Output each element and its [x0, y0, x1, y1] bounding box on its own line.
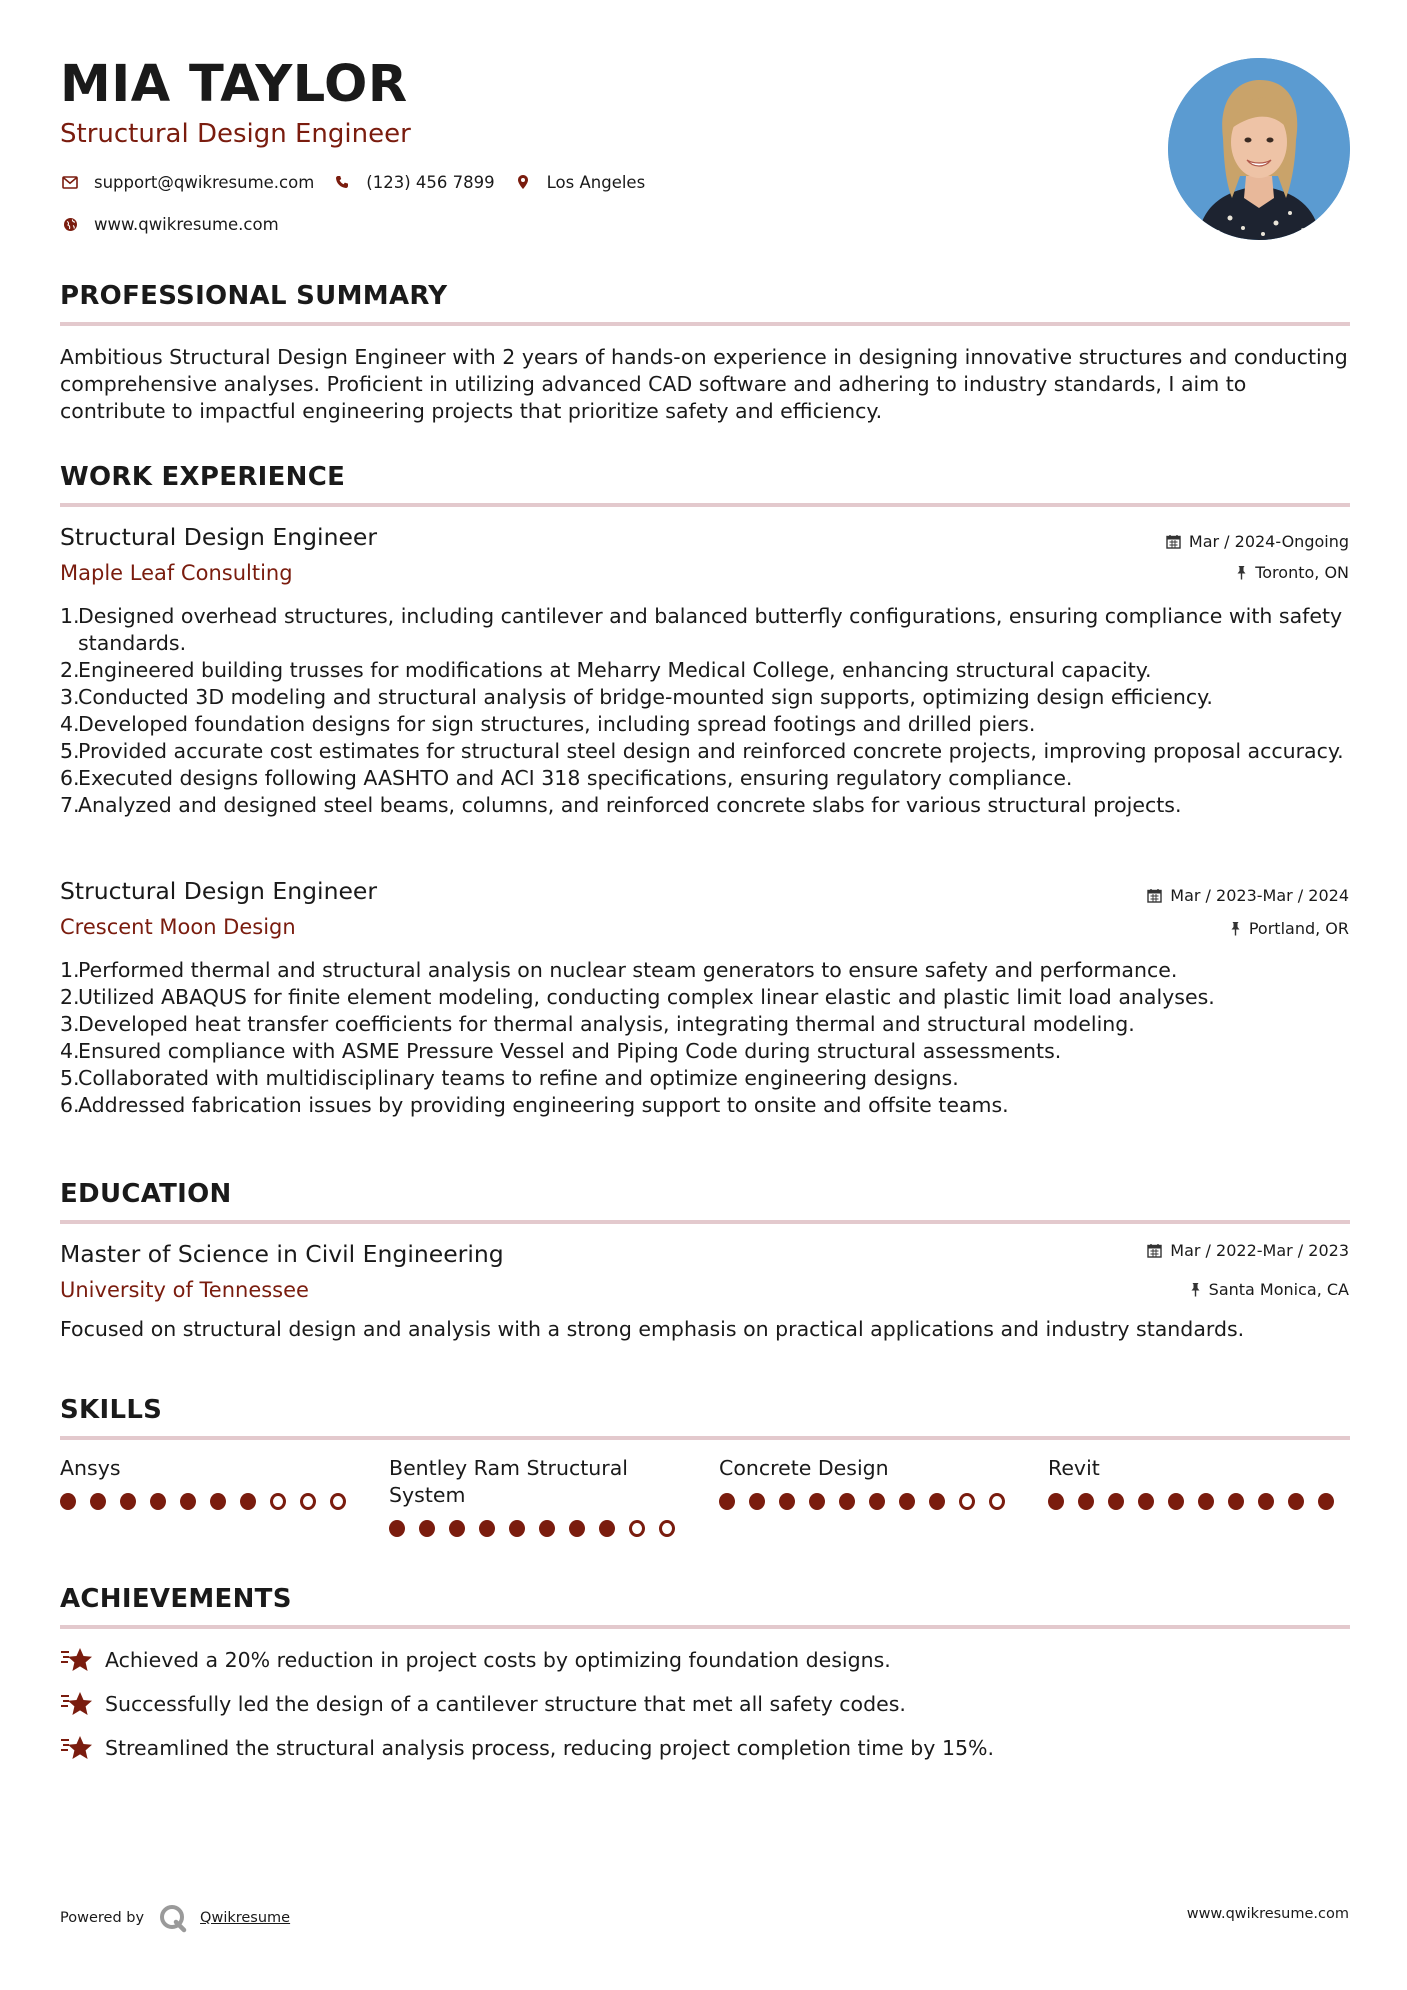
list-item: 2. Utilized ABAQUS for finite element modeling, conducting complex linear elastic and plastic limit load analyses.: [60, 985, 1215, 1009]
rating-dot-filled: [180, 1493, 196, 1510]
job-dates-text: Mar / 2023-Mar / 2024: [1170, 886, 1349, 905]
email-item[interactable]: [60, 172, 314, 192]
education-location: [1190, 1280, 1349, 1299]
list-item: 7. Analyzed and designed steel beams, columns, and reinforced concrete slabs for various structural projects.: [60, 793, 1182, 817]
skills-heading: SKILLS: [60, 1395, 163, 1425]
job-title: Structural Design Engineer: [60, 877, 378, 905]
pushpin-icon: [1230, 921, 1241, 936]
achievement-item: [60, 1646, 891, 1674]
list-item: 6. Addressed fabrication issues by providing engineering support to onsite and offsite teams.: [60, 1093, 1009, 1117]
list-item: 4. Developed foundation designs for sign structures, including spread footings and drilled piers.: [60, 712, 1036, 736]
skill-item: [719, 1455, 1019, 1510]
job-location: [1236, 563, 1349, 582]
achievement-text: Streamlined the structural analysis process, reducing project completion time by 15%.: [105, 1736, 995, 1760]
education-dates: [1147, 1241, 1349, 1260]
rating-dot-filled: [479, 1520, 495, 1537]
list-item: 6. Executed designs following AASHTO and ACI 318 specifications, ensuring regulatory compliance.: [60, 766, 1073, 790]
rating-dot-filled: [1048, 1493, 1064, 1510]
rating-dot-filled: [779, 1493, 795, 1510]
rating-dot-empty: [300, 1493, 316, 1510]
candidate-name: MIA TAYLOR: [60, 55, 408, 114]
pushpin-icon: [1190, 1282, 1201, 1297]
rating-dot-filled: [899, 1493, 915, 1510]
list-item: 5. Provided accurate cost estimates for structural steel design and reinforced concrete projects, improving proposal accuracy.: [60, 739, 1344, 763]
rating-dot-filled: [1078, 1493, 1094, 1510]
list-item: 3. Developed heat transfer coefficients for thermal analysis, integrating thermal and structural modeling.: [60, 1012, 1135, 1036]
candidate-title: Structural Design Engineer: [60, 119, 411, 149]
rating-dot-filled: [60, 1493, 76, 1510]
rating-dot-empty: [270, 1493, 286, 1510]
rating-dot-filled: [869, 1493, 885, 1510]
degree-title: Master of Science in Civil Engineering: [60, 1240, 504, 1268]
skill-rating: [1048, 1493, 1348, 1510]
website-item[interactable]: [60, 214, 279, 234]
rating-dot-filled: [509, 1520, 525, 1537]
list-item: 1. Performed thermal and structural analysis on nuclear steam generators to ensure safety and performance.: [60, 958, 1178, 982]
footer-powered-by: [60, 1903, 290, 1933]
rating-dot-filled: [809, 1493, 825, 1510]
rating-dot-filled: [1318, 1493, 1334, 1510]
calendar-icon: [1166, 534, 1181, 549]
rating-dot-filled: [929, 1493, 945, 1510]
rating-dot-filled: [1198, 1493, 1214, 1510]
rating-dot-filled: [120, 1493, 136, 1510]
powered-by-label: Powered by: [60, 1910, 145, 1926]
rating-dot-filled: [1228, 1493, 1244, 1510]
rating-dot-filled: [90, 1493, 106, 1510]
experience-divider: [60, 503, 1350, 507]
rating-dot-filled: [599, 1520, 615, 1537]
qwikresume-logo-icon: [158, 1903, 188, 1933]
job-bullets: [60, 603, 1350, 819]
rating-dot-filled: [1138, 1493, 1154, 1510]
job-dates: [1147, 886, 1349, 905]
rating-dot-filled: [389, 1520, 405, 1537]
map-pin-icon: [513, 172, 533, 192]
achievements-heading: ACHIEVEMENTS: [60, 1584, 292, 1614]
skill-item: [389, 1455, 689, 1537]
skill-rating: [719, 1493, 1019, 1510]
summary-text: Ambitious Structural Design Engineer with 2 years of hands-on experience in designing innovative structures and conducting comprehensive analyses. Proficient in utilizing advanced CAD software and adhering to industry standards, I aim to contribute to impactful engineering projects that prioritize safety and efficiency.: [60, 345, 1348, 423]
skill-item: [60, 1455, 360, 1510]
pushpin-icon: [1236, 565, 1247, 580]
experience-heading: WORK EXPERIENCE: [60, 462, 346, 492]
achievement-item: [60, 1690, 906, 1718]
skill-rating: [60, 1493, 360, 1510]
star-icon: [60, 1734, 94, 1762]
rating-dot-empty: [959, 1493, 975, 1510]
qwikresume-link[interactable]: Qwikresume: [200, 1910, 291, 1926]
contact-row: [60, 172, 663, 192]
summary-heading: PROFESSIONAL SUMMARY: [60, 281, 448, 311]
rating-dot-filled: [1288, 1493, 1304, 1510]
rating-dot-filled: [150, 1493, 166, 1510]
education-dates-text: Mar / 2022-Mar / 2023: [1170, 1241, 1349, 1260]
rating-dot-filled: [210, 1493, 226, 1510]
rating-dot-filled: [449, 1520, 465, 1537]
rating-dot-empty: [330, 1493, 346, 1510]
achievement-text: Successfully led the design of a cantilever structure that met all safety codes.: [105, 1692, 906, 1716]
star-icon: [60, 1646, 94, 1674]
job-bullets: [60, 957, 1350, 1119]
rating-dot-filled: [749, 1493, 765, 1510]
rating-dot-filled: [419, 1520, 435, 1537]
achievement-text: Achieved a 20% reduction in project costs by optimizing foundation designs.: [105, 1648, 891, 1672]
list-item: 4. Ensured compliance with ASME Pressure Vessel and Piping Code during structural assessments.: [60, 1039, 1062, 1063]
rating-dot-filled: [839, 1493, 855, 1510]
summary-divider: [60, 322, 1350, 326]
globe-icon: [60, 214, 80, 234]
list-item: 2. Engineered building trusses for modifications at Meharry Medical College, enhancing structural capacity.: [60, 658, 1152, 682]
school-name: University of Tennessee: [60, 1278, 309, 1302]
rating-dot-filled: [539, 1520, 555, 1537]
rating-dot-filled: [719, 1493, 735, 1510]
skill-name: Bentley Ram Structural System: [389, 1456, 628, 1507]
job-title: Structural Design Engineer: [60, 523, 378, 551]
profile-photo: [1168, 58, 1350, 240]
rating-dot-empty: [629, 1520, 645, 1537]
education-divider: [60, 1220, 1350, 1224]
location-text: Los Angeles: [546, 172, 646, 192]
job-company: Maple Leaf Consulting: [60, 561, 293, 585]
list-item: 3. Conducted 3D modeling and structural analysis of bridge-mounted sign supports, optimizing design efficiency.: [60, 685, 1213, 709]
website-text: www.qwikresume.com: [94, 214, 279, 234]
rating-dot-filled: [1108, 1493, 1124, 1510]
rating-dot-filled: [240, 1493, 256, 1510]
education-description: Focused on structural design and analysis with a strong emphasis on practical applications and industry standards.: [60, 1317, 1245, 1341]
job-dates: [1166, 532, 1349, 551]
rating-dot-filled: [1258, 1493, 1274, 1510]
calendar-icon: [1147, 888, 1162, 903]
envelope-icon: [60, 172, 80, 192]
skill-rating: [389, 1520, 689, 1537]
email-text: support@qwikresume.com: [94, 172, 315, 192]
calendar-icon: [1147, 1243, 1162, 1258]
job-location-text: Portland, OR: [1248, 919, 1349, 938]
rating-dot-filled: [1168, 1493, 1184, 1510]
rating-dot-empty: [659, 1520, 675, 1537]
achievements-divider: [60, 1625, 1350, 1629]
phone-icon: [332, 172, 352, 192]
rating-dot-filled: [569, 1520, 585, 1537]
job-location-text: Toronto, ON: [1255, 563, 1349, 582]
job-location: [1230, 919, 1349, 938]
education-heading: EDUCATION: [60, 1179, 232, 1209]
job-company: Crescent Moon Design: [60, 915, 296, 939]
list-item: 5. Collaborated with multidisciplinary teams to refine and optimize engineering designs.: [60, 1066, 959, 1090]
star-icon: [60, 1690, 94, 1718]
location-item: [513, 172, 646, 192]
website-row: [60, 214, 297, 234]
skill-name: Revit: [1048, 1456, 1100, 1480]
rating-dot-empty: [989, 1493, 1005, 1510]
skill-name: Ansys: [60, 1456, 121, 1480]
skills-divider: [60, 1436, 1350, 1440]
achievement-item: [60, 1734, 994, 1762]
phone-text: (123) 456 7899: [366, 172, 495, 192]
job-dates-text: Mar / 2024-Ongoing: [1188, 532, 1349, 551]
education-location-text: Santa Monica, CA: [1208, 1280, 1349, 1299]
phone-item[interactable]: [332, 172, 494, 192]
footer-website[interactable]: www.qwikresume.com: [1186, 1906, 1349, 1922]
list-item: 1. Designed overhead structures, including cantilever and balanced butterfly configurations, ensuring compliance with safety standards.: [60, 604, 1343, 655]
skill-item: [1048, 1455, 1348, 1510]
skill-name: Concrete Design: [719, 1456, 889, 1480]
